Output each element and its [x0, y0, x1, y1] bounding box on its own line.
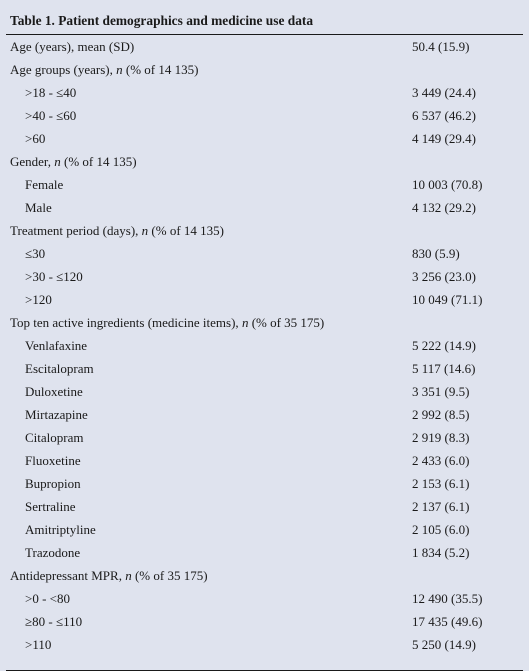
table-row-sub — [0, 81, 529, 104]
row-label — [25, 265, 83, 288]
table-row-sub — [0, 357, 529, 380]
row-label-text: Treatment period (days), — [10, 223, 142, 238]
table-row-sub — [0, 242, 529, 265]
row-label — [25, 587, 70, 610]
row-label-text: Top ten active ingredients (medicine items), — [10, 315, 242, 330]
row-label — [25, 81, 76, 104]
row-label — [25, 518, 96, 541]
row-label-text: Gender, — [10, 154, 55, 169]
row-label-text: Duloxetine — [25, 384, 83, 399]
row-value: 10 003 (70.8) — [412, 177, 483, 192]
row-label-text: Age groups (years), — [10, 62, 117, 77]
row-label — [25, 173, 63, 196]
row-label-text: Female — [25, 177, 64, 192]
row-label — [25, 449, 81, 472]
row-label-text: >40 - ≤60 — [25, 108, 77, 123]
table-row-sub — [0, 196, 529, 219]
row-label-text: Escitalopram — [25, 361, 94, 376]
table-row-sub — [0, 173, 529, 196]
row-label-text: >0 - <80 — [25, 591, 70, 606]
row-label-text: Sertraline — [25, 499, 76, 514]
row-label-text: Mirtazapine — [25, 407, 88, 422]
row-label — [25, 288, 52, 311]
row-label — [10, 58, 198, 81]
row-value: 830 (5.9) — [412, 246, 460, 261]
row-label-text: >30 - ≤120 — [25, 269, 83, 284]
row-label-text: Trazodone — [25, 545, 81, 560]
row-label-text: ≤30 — [25, 246, 46, 261]
row-label-n: n — [141, 223, 149, 238]
row-label-text: >120 — [25, 292, 52, 307]
table-row-sub — [0, 403, 529, 426]
table-row-group — [0, 35, 529, 58]
row-label-n: n — [116, 62, 123, 77]
row-label-suffix: (% of 14 135) — [122, 62, 199, 77]
row-label-text: Bupropion — [25, 476, 81, 491]
row-value: 2 992 (8.5) — [412, 407, 470, 422]
row-label-text: ≥80 - ≤110 — [25, 614, 83, 629]
row-label — [25, 196, 52, 219]
row-value: 2 105 (6.0) — [412, 522, 470, 537]
row-value: 50.4 (15.9) — [412, 39, 470, 54]
table-row-group — [0, 311, 529, 334]
table-row-sub — [0, 495, 529, 518]
row-value: 3 256 (23.0) — [412, 269, 476, 284]
row-label-suffix: (% of 35 175) — [248, 315, 325, 330]
row-label-suffix: (% of 35 175) — [131, 568, 208, 583]
table-row-group — [0, 564, 529, 587]
row-label — [25, 127, 45, 150]
table-row-sub — [0, 633, 529, 656]
table-row-sub — [0, 518, 529, 541]
table-row-sub — [0, 104, 529, 127]
row-label-text: Venlafaxine — [25, 338, 88, 353]
row-label — [25, 403, 88, 426]
row-value: 17 435 (49.6) — [412, 614, 483, 629]
row-label — [25, 495, 76, 518]
row-value: 2 153 (6.1) — [412, 476, 470, 491]
row-value: 5 222 (14.9) — [412, 338, 476, 353]
row-label-n: n — [54, 154, 61, 169]
row-value: 3 351 (9.5) — [412, 384, 470, 399]
table-row-sub — [0, 449, 529, 472]
row-value: 3 449 (24.4) — [412, 85, 476, 100]
row-label — [10, 150, 137, 173]
table-caption: Table 1. Patient demographics and medicine use data — [10, 13, 314, 28]
row-label — [25, 242, 45, 265]
row-label-suffix: (% of 14 135) — [60, 154, 137, 169]
row-value: 6 537 (46.2) — [412, 108, 476, 123]
row-label — [10, 564, 208, 587]
row-label-text: Amitriptyline — [25, 522, 96, 537]
table-row-sub — [0, 610, 529, 633]
row-label — [25, 633, 51, 656]
row-value: 10 049 (71.1) — [412, 292, 483, 307]
table-row-sub — [0, 265, 529, 288]
table-row-sub — [0, 587, 529, 610]
row-label — [25, 104, 76, 127]
row-label — [10, 219, 224, 242]
row-label-text: Age (years), mean (SD) — [10, 39, 135, 54]
row-label-text: >18 - ≤40 — [25, 85, 77, 100]
row-value: 1 834 (5.2) — [412, 545, 470, 560]
table-row-sub — [0, 380, 529, 403]
row-value: 4 132 (29.2) — [412, 200, 476, 215]
row-label-text: >110 — [25, 637, 52, 652]
row-label-text: Citalopram — [25, 430, 84, 445]
row-value: 5 117 (14.6) — [412, 361, 476, 376]
row-label-text: Antidepressant MPR, — [10, 568, 126, 583]
row-label — [25, 426, 84, 449]
table-row-group — [0, 219, 529, 242]
row-value: 5 250 (14.9) — [412, 637, 476, 652]
row-label — [25, 380, 83, 403]
row-label-suffix: (% of 14 135) — [148, 223, 224, 238]
table-row-sub — [0, 541, 529, 564]
row-label — [25, 541, 80, 564]
row-value: 2 919 (8.3) — [412, 430, 470, 445]
row-label — [25, 334, 87, 357]
row-label-text: Male — [25, 200, 52, 215]
row-label-n: n — [241, 315, 249, 330]
table-body — [0, 35, 529, 656]
row-value: 4 149 (29.4) — [412, 131, 476, 146]
table-row-sub — [0, 426, 529, 449]
table-row-sub — [0, 472, 529, 495]
row-value: 2 433 (6.0) — [412, 453, 470, 468]
table-row-sub — [0, 334, 529, 357]
table-row-sub — [0, 127, 529, 150]
row-label — [25, 610, 82, 633]
row-label-n: n — [125, 568, 132, 583]
row-value: 2 137 (6.1) — [412, 499, 470, 514]
table-row-group — [0, 58, 529, 81]
row-label — [10, 311, 324, 334]
row-label — [25, 357, 94, 380]
row-value: 12 490 (35.5) — [412, 591, 483, 606]
row-label — [25, 472, 81, 495]
row-label-text: Fluoxetine — [25, 453, 81, 468]
row-label-text: >60 — [25, 131, 46, 146]
row-label — [10, 35, 134, 58]
table-row-sub — [0, 288, 529, 311]
table-row-group — [0, 150, 529, 173]
